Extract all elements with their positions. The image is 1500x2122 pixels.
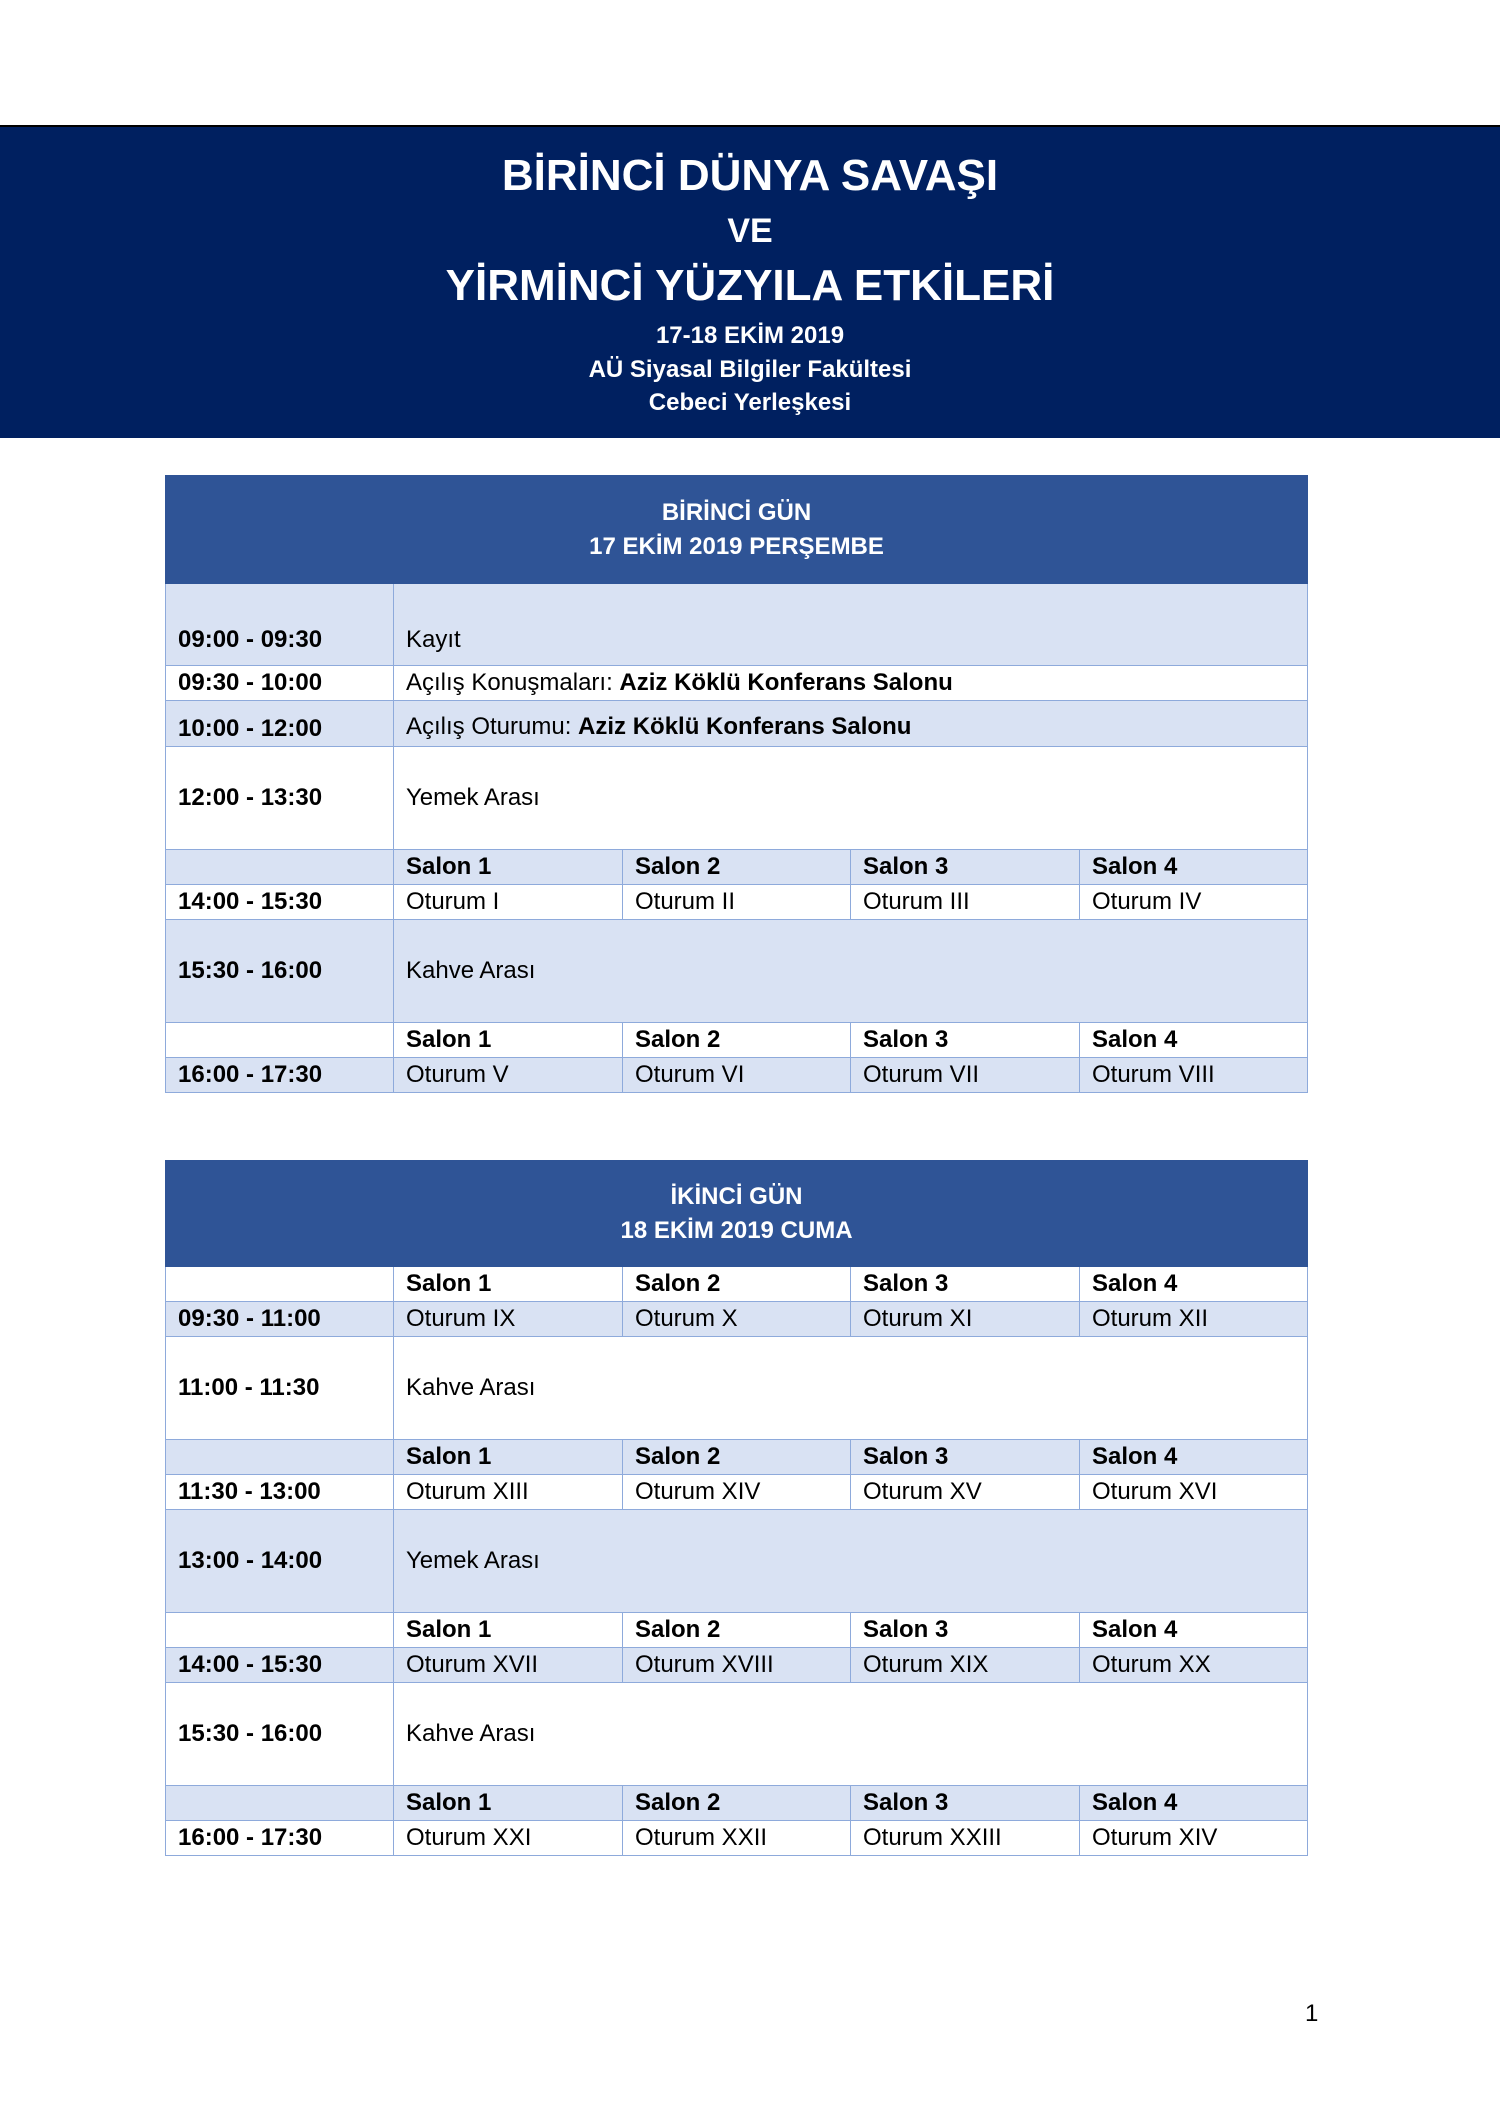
day2-title: İKİNCİ GÜN [670, 1182, 803, 1210]
time-cell: 09:30 - 11:00 [166, 1302, 394, 1337]
day1-hall-row-2 [166, 1023, 1308, 1058]
title-banner [0, 125, 1500, 438]
hall-label: Salon 2 [623, 1267, 851, 1302]
time-cell: 11:00 - 11:30 [166, 1337, 394, 1440]
session-cell: Oturum XIX [851, 1648, 1080, 1683]
lunch-label: Yemek Arası [394, 1510, 1308, 1613]
session-cell: Oturum XIV [1080, 1821, 1308, 1856]
session-cell: Oturum V [394, 1058, 623, 1093]
day2-hall-row-4 [166, 1786, 1308, 1821]
opening-session-venue: Aziz Köklü Konferans Salonu [578, 712, 912, 740]
session-cell: Oturum XII [1080, 1302, 1308, 1337]
day2-header-row [166, 1161, 1308, 1267]
session-cell: Oturum XXI [394, 1821, 623, 1856]
empty-cell [166, 1023, 394, 1058]
hall-label: Salon 2 [623, 1440, 851, 1475]
opening-speeches-label: Açılış Konuşmaları: [406, 669, 613, 696]
time-cell: 12:00 - 13:30 [166, 747, 394, 850]
hall-label: Salon 4 [1080, 1613, 1308, 1648]
registration-label: Kayıt [394, 584, 1308, 666]
session-cell: Oturum X [623, 1302, 851, 1337]
session-cell: Oturum XIII [394, 1475, 623, 1510]
hall-label: Salon 3 [851, 1267, 1080, 1302]
event-date: 17-18 EKİM 2019 [655, 322, 845, 349]
session-cell: Oturum II [623, 885, 851, 920]
hall-label: Salon 1 [394, 1440, 623, 1475]
session-cell: Oturum VIII [1080, 1058, 1308, 1093]
event-campus: Cebeci Yerleşkesi [648, 389, 852, 416]
hall-label: Salon 2 [623, 1613, 851, 1648]
title-line-2: VE [727, 212, 773, 250]
day2-header [166, 1161, 1308, 1267]
day1-opening-speeches-row [166, 666, 1308, 701]
day1-title: BİRİNCİ GÜN [661, 498, 812, 526]
hall-label: Salon 4 [1080, 850, 1308, 885]
session-cell: Oturum XXII [623, 1821, 851, 1856]
session-cell: Oturum XXIII [851, 1821, 1080, 1856]
day2-lunch-row [166, 1510, 1308, 1613]
hall-label: Salon 4 [1080, 1023, 1308, 1058]
day1-header-row [166, 476, 1308, 584]
event-venue: AÜ Siyasal Bilgiler Fakültesi [588, 356, 912, 383]
coffee-label: Kahve Arası [394, 920, 1308, 1023]
time-cell: 16:00 - 17:30 [166, 1821, 394, 1856]
hall-label: Salon 1 [394, 1613, 623, 1648]
session-cell: Oturum XIV [623, 1475, 851, 1510]
session-cell: Oturum IV [1080, 885, 1308, 920]
time-cell: 15:30 - 16:00 [166, 920, 394, 1023]
hall-label: Salon 3 [851, 1023, 1080, 1058]
day2-session-row-1 [166, 1302, 1308, 1337]
day2-session-row-2 [166, 1475, 1308, 1510]
opening-speeches-cell [394, 666, 1308, 701]
day1-session-row-2 [166, 1058, 1308, 1093]
time-cell: 14:00 - 15:30 [166, 1648, 394, 1683]
day2-coffee-row-1 [166, 1337, 1308, 1440]
hall-label: Salon 2 [623, 1023, 851, 1058]
time-cell: 11:30 - 13:00 [166, 1475, 394, 1510]
day2-hall-row-2 [166, 1440, 1308, 1475]
time-cell: 09:30 - 10:00 [166, 666, 394, 701]
hall-label: Salon 3 [851, 850, 1080, 885]
hall-label: Salon 4 [1080, 1440, 1308, 1475]
session-cell: Oturum XX [1080, 1648, 1308, 1683]
day1-lunch-row [166, 747, 1308, 850]
day2-schedule-table [165, 1160, 1308, 1856]
session-cell: Oturum XVI [1080, 1475, 1308, 1510]
time-cell: 14:00 - 15:30 [166, 885, 394, 920]
day2-session-row-4 [166, 1821, 1308, 1856]
hall-label: Salon 2 [623, 1786, 851, 1821]
lunch-label: Yemek Arası [394, 747, 1308, 850]
session-cell: Oturum VII [851, 1058, 1080, 1093]
empty-cell [166, 1613, 394, 1648]
opening-session-cell [394, 701, 1308, 747]
opening-session-label: Açılış Oturumu: [406, 712, 572, 740]
time-cell: 10:00 - 12:00 [166, 701, 394, 747]
hall-label: Salon 3 [851, 1613, 1080, 1648]
session-cell: Oturum XI [851, 1302, 1080, 1337]
time-cell: 15:30 - 16:00 [166, 1683, 394, 1786]
hall-label: Salon 2 [623, 850, 851, 885]
hall-label: Salon 3 [851, 1786, 1080, 1821]
day2-date: 18 EKİM 2019 CUMA [620, 1216, 853, 1244]
coffee-label: Kahve Arası [394, 1337, 1308, 1440]
coffee-label: Kahve Arası [394, 1683, 1308, 1786]
day1-registration-row [166, 584, 1308, 666]
day1-opening-session-row [166, 701, 1308, 747]
opening-speeches-venue: Aziz Köklü Konferans Salonu [619, 669, 953, 696]
day1-coffee-row [166, 920, 1308, 1023]
empty-cell [166, 1267, 394, 1302]
hall-label: Salon 3 [851, 1440, 1080, 1475]
hall-label: Salon 1 [394, 1023, 623, 1058]
hall-label: Salon 4 [1080, 1786, 1308, 1821]
hall-label: Salon 1 [394, 1786, 623, 1821]
day2-session-row-3 [166, 1648, 1308, 1683]
day2-hall-row-3 [166, 1613, 1308, 1648]
day1-header [166, 476, 1308, 584]
day2-coffee-row-2 [166, 1683, 1308, 1786]
session-cell: Oturum XVIII [623, 1648, 851, 1683]
day1-schedule-table [165, 475, 1308, 1093]
empty-cell [166, 850, 394, 885]
hall-label: Salon 1 [394, 850, 623, 885]
day1-hall-row-1 [166, 850, 1308, 885]
time-cell: 13:00 - 14:00 [166, 1510, 394, 1613]
title-line-1: BİRİNCİ DÜNYA SAVAŞI [501, 151, 999, 200]
session-cell: Oturum IX [394, 1302, 623, 1337]
day1-date: 17 EKİM 2019 PERŞEMBE [589, 532, 884, 560]
title-line-3: YİRMİNCİ YÜZYILA ETKİLERİ [445, 261, 1055, 310]
time-cell: 16:00 - 17:30 [166, 1058, 394, 1093]
empty-cell [166, 1440, 394, 1475]
session-cell: Oturum XV [851, 1475, 1080, 1510]
session-cell: Oturum I [394, 885, 623, 920]
hall-label: Salon 1 [394, 1267, 623, 1302]
time-cell: 09:00 - 09:30 [166, 584, 394, 666]
page-number: 1 [1305, 2000, 1319, 2027]
session-cell: Oturum III [851, 885, 1080, 920]
day1-session-row-1 [166, 885, 1308, 920]
hall-label: Salon 4 [1080, 1267, 1308, 1302]
day2-hall-row-1 [166, 1267, 1308, 1302]
session-cell: Oturum XVII [394, 1648, 623, 1683]
session-cell: Oturum VI [623, 1058, 851, 1093]
empty-cell [166, 1786, 394, 1821]
